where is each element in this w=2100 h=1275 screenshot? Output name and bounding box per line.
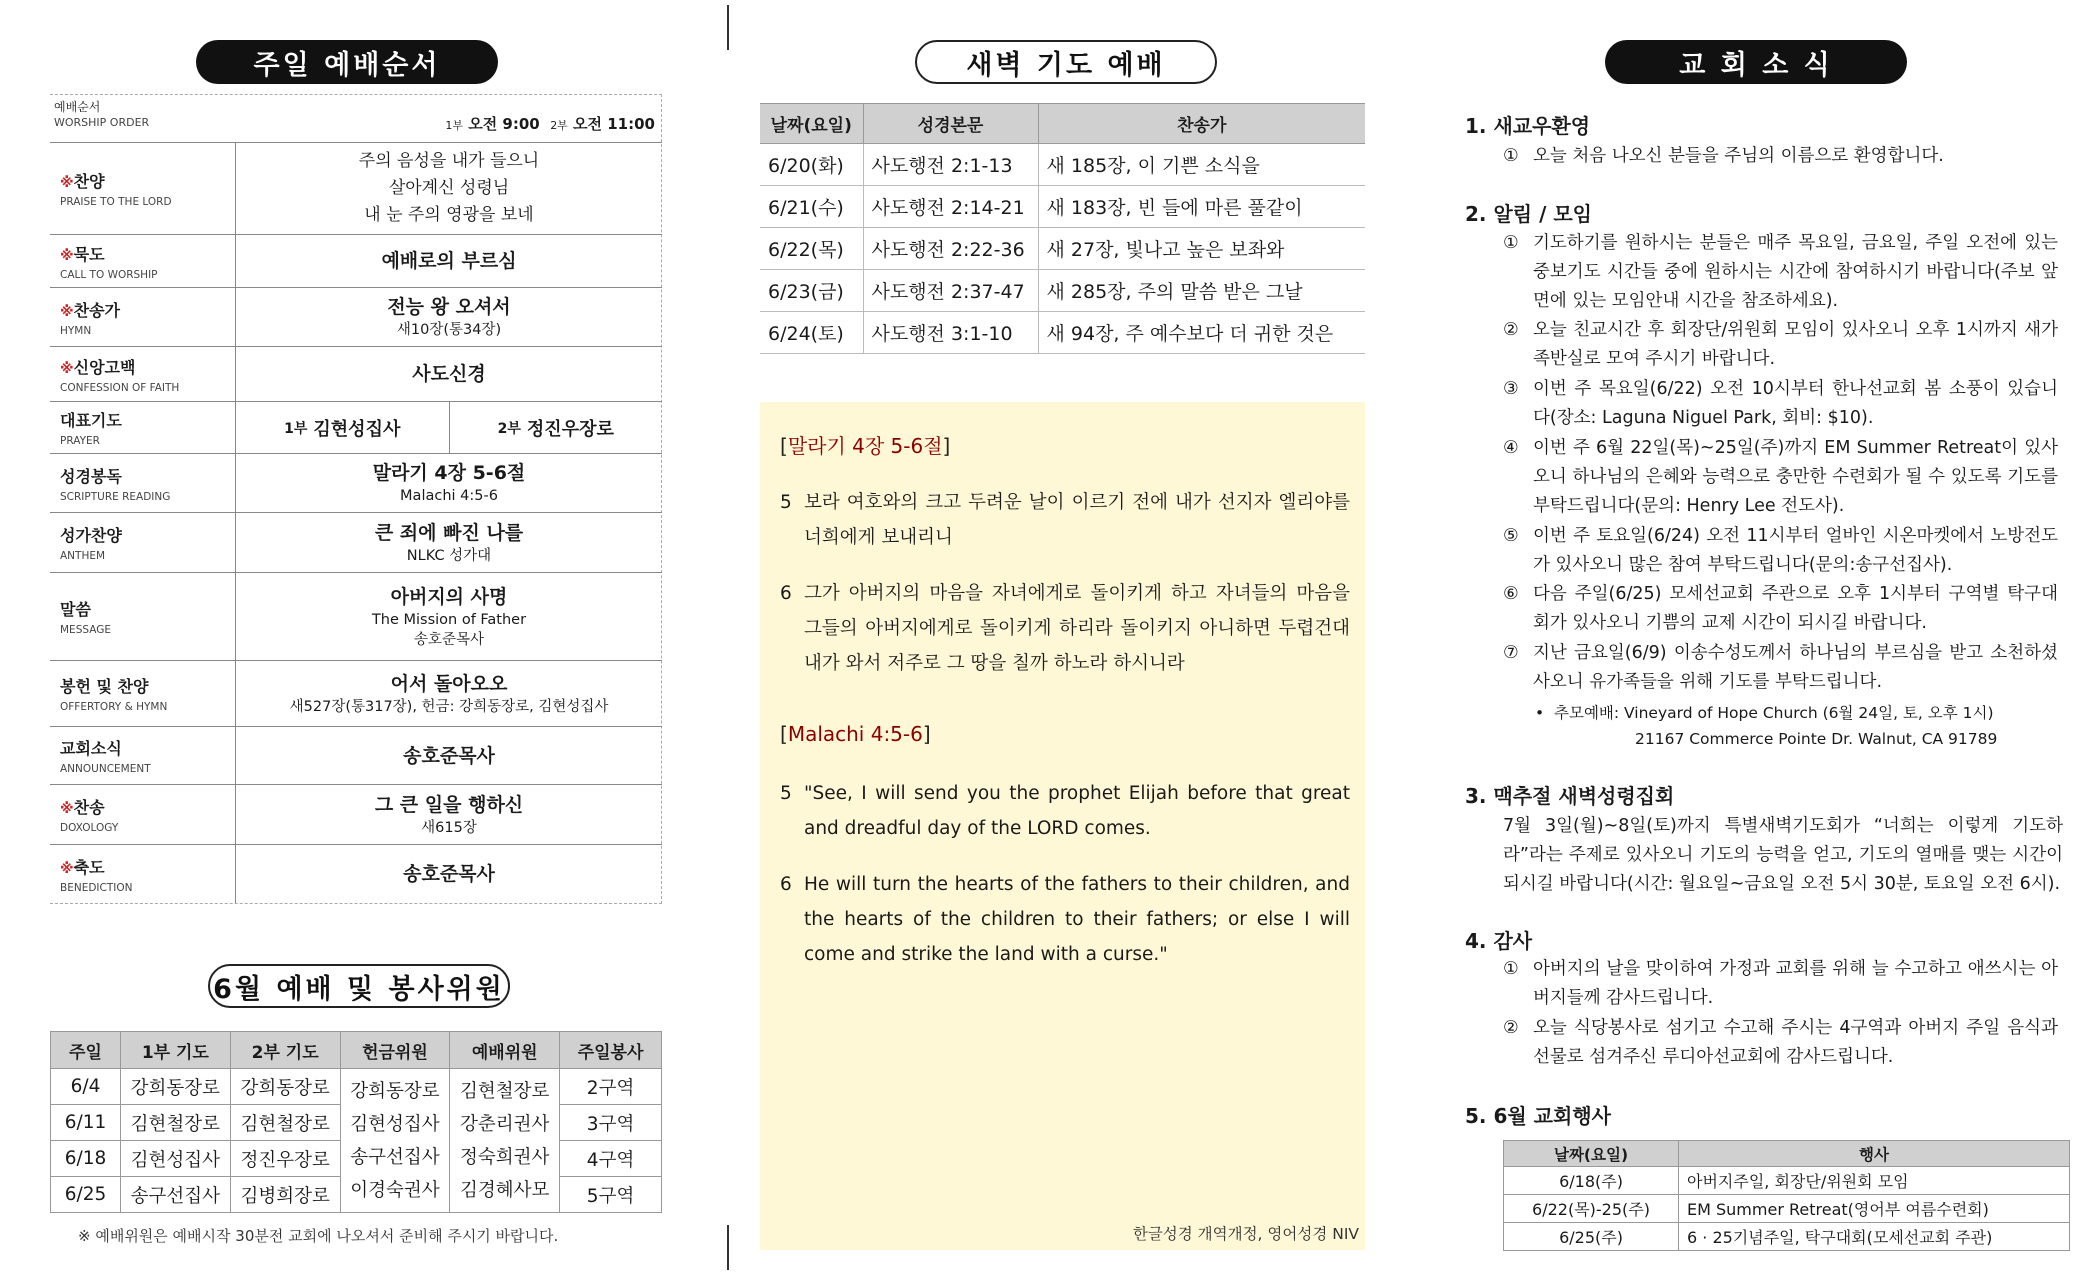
order-row-scripture: 성경봉독 SCRIPTURE READING 말라기 4장 5-6절 Malachi 4:5-6 — [50, 453, 662, 512]
korean-verse-5: 5 보라 여호와의 크고 두려운 날이 이르기 전에 내가 선지자 엘리야를 너희에게 보내리니 — [780, 492, 1350, 548]
praise-lyrics: 주의 음성을 내가 들으니 살아계신 성령님 내 눈 주의 영광을 보네 — [358, 151, 540, 225]
order-row-message: 말씀 MESSAGE 아버지의 사명 The Mission of Father 송호준목사 — [50, 572, 662, 660]
worship-order-box — [50, 94, 662, 904]
korean-verse-6: 6 그가 아버지의 마음을 자녀에게로 돌이키게 하고 자녀들의 마음을 그들의 아버지에게로 돌이키게 하리라 돌이키지 아니하면 두렵건대 내가 와서 저주로 그 땅을 칠까 하노라 하시니라 — [780, 583, 1350, 674]
news-item: ⑤ 이번 주 토요일(6/24) 오전 11시부터 얼바인 시온마켓에서 노방전도가 있사오니 많은 참여 부탁드립니다(문의:송구선집사). — [1503, 526, 2058, 575]
divider-line-bottom — [727, 1225, 729, 1270]
offering-committee-cell: 강희동장로 김현성집사 송구선집사 이경숙권사 — [340, 1069, 450, 1213]
table-row: 6/4 강희동장로 강희동장로 강희동장로 김현성집사 송구선집사 이경숙권사 김현철장로 강춘리권사 정숙희권사 김경혜사모 2구역 — [51, 1069, 662, 1105]
news-item: ① 기도하기를 원하시는 분들은 매주 목요일, 금요일, 주일 오전에 있는 중보기도 시간들 중에 원하시는 시간에 참여하시기 바랍니다(주보 앞면에 있는 모임안내 시간을 참조하세요). — [1503, 233, 2058, 311]
news-item: ④ 이번 주 6월 22일(목)~25일(주)까지 EM Summer Retreat이 있사오니 하나님의 은혜와 능력으로 충만한 수련회가 될 수 있도록 기도를 부탁드립니다(문의: Henry Lee 전도사). — [1503, 438, 2058, 516]
news-heading-revival: 3. 맥추절 새벽성령집회 — [1465, 784, 1675, 808]
order-row-benediction: ※축도 BENEDICTION 송호준목사 — [50, 844, 662, 903]
worship-order-title: 주일 예배순서 — [196, 40, 498, 84]
service-committee-table — [50, 1031, 662, 1213]
table-header: 날짜(요일) 행사 — [1504, 1141, 2070, 1167]
news-item: ① 오늘 처음 나오신 분들을 주님의 이름으로 환영합니다. — [1503, 146, 1944, 166]
table-row: 6/18 김현성집사 정진우장로 4구역 — [51, 1141, 662, 1177]
church-news-column — [1455, 0, 2063, 1275]
order-row-doxology: ※찬송 DOXOLOGY 그 큰 일을 행하신 새615장 — [50, 784, 662, 844]
table-row: 6/24(토) 사도행전 3:1-10 새 94장, 주 예수보다 더 귀한 것은 — [760, 312, 1365, 354]
english-verse-6: 6 He will turn the hearts of the fathers to their children, and the hearts of the children to their fathers; or else I will come and strike the land with a curse." — [780, 874, 1350, 965]
table-header: 주일 1부 기도 2부 기도 헌금위원 예배위원 주일봉사 — [51, 1032, 662, 1069]
news-item: ⑦ 지난 금요일(6/9) 이송수성도께서 하나님의 부르심을 받고 소천하셨사오니 유가족들을 위해 기도를 부탁드립니다. — [1503, 643, 2058, 692]
order-row-prayer: 대표기도 PRAYER 1부 김현성집사 2부 정진우장로 — [50, 401, 662, 453]
order-row-hymn: ※찬송가 HYMN 전능 왕 오셔서 새10장(통34장) — [50, 287, 662, 346]
table-row: 6/25(주) 6 · 25기념주일, 탁구대회(모세선교회 주관) — [1504, 1223, 2070, 1251]
order-row-announcement: 교회소식 ANNOUNCEMENT 송호준목사 — [50, 726, 662, 784]
order-row-anthem: 성가찬양 ANTHEM 큰 죄에 빠진 나를 NLKC 성가대 — [50, 512, 662, 572]
dawn-prayer-title: 새벽 기도 예배 — [915, 40, 1217, 84]
dawn-prayer-column — [760, 0, 1365, 1275]
news-item: ③ 이번 주 목요일(6/22) 오전 10시부터 한나선교회 봄 소풍이 있습니다(장소: Laguna Niguel Park, 회비: $10). — [1503, 379, 2058, 428]
bible-version-note: 한글성경 개역개정, 영어성경 NIV — [1132, 1225, 1359, 1243]
order-row-call-to-worship: ※묵도 CALL TO WORSHIP 예배로의 부르심 — [50, 234, 662, 287]
table-row: 6/20(화) 사도행전 2:1-13 새 185장, 이 기쁜 소식을 — [760, 144, 1365, 186]
table-row: 6/22(목) 사도행전 2:22-36 새 27장, 빛나고 높은 보좌와 — [760, 228, 1365, 270]
table-row: 6/22(목)-25(주) EM Summer Retreat(영어부 여름수련회) — [1504, 1195, 2070, 1223]
news-heading-events: 5. 6월 교회행사 — [1465, 1104, 1611, 1128]
service-times: 1부 오전 9:00 2부 오전 11:00 — [445, 115, 655, 133]
memorial-info: • 추모예배: Vineyard of Hope Church (6월 24일, 토, 오후 1시) 21167 Commerce Pointe Dr. Walnut, CA 91789 — [1535, 704, 1998, 748]
prayer-first-service: 1부 김현성집사 — [236, 402, 450, 453]
table-row: 6/18(주) 아버지주일, 회장단/위원회 모임 — [1504, 1167, 2070, 1195]
news-item: ① 아버지의 날을 맞이하여 가정과 교회를 위해 늘 수고하고 애쓰시는 아버지들께 감사드립니다. — [1503, 959, 2058, 1008]
table-header: 날짜(요일) 성경본문 찬송가 — [760, 104, 1365, 144]
news-heading-thanks: 4. 감사 — [1465, 929, 1533, 953]
worship-committee-cell: 김현철장로 강춘리권사 정숙희권사 김경혜사모 — [450, 1069, 560, 1213]
church-news-title: 교 회 소 식 — [1605, 40, 1907, 84]
korean-scripture-ref: [말라기 4장 5-6절] — [780, 434, 951, 458]
order-row-offertory: 봉헌 및 찬양 OFFERTORY & HYMN 어서 돌아오오 새527장(통317장), 헌금: 강희동장로, 김현성집사 — [50, 660, 662, 726]
service-committee-title: 6월 예배 및 봉사위원 — [208, 964, 510, 1008]
worship-order-heading — [54, 99, 149, 131]
worship-order-column — [50, 0, 665, 1275]
news-item: ② 오늘 식당봉사로 섬기고 수고해 주시는 4구역과 아버지 주일 음식과 선물로 섬겨주신 루디아선교회에 감사드립니다. — [1503, 1018, 2058, 1067]
order-row-confession: ※신앙고백 CONFESSION OF FAITH 사도신경 — [50, 346, 662, 401]
service-note: ※ 예배위원은 예배시작 30분전 교회에 나오셔서 준비해 주시기 바랍니다. — [78, 1227, 559, 1245]
table-row: 6/11 김현철장로 김현철장로 3구역 — [51, 1105, 662, 1141]
table-row: 6/25 송구선집사 김병희장로 5구역 — [51, 1177, 662, 1213]
table-row: 6/21(수) 사도행전 2:14-21 새 183장, 빈 들에 마른 풀같이 — [760, 186, 1365, 228]
table-row: 6/23(금) 사도행전 2:37-47 새 285장, 주의 말씀 받은 그날 — [760, 270, 1365, 312]
dawn-prayer-table — [760, 103, 1365, 354]
prayer-second-service: 2부 정진우장로 — [497, 418, 614, 440]
divider-line-top — [727, 5, 729, 50]
june-events-table — [1503, 1140, 2070, 1251]
worship-order-heading-ko: 예배순서 — [54, 100, 101, 114]
news-heading-announcements: 2. 알림 / 모임 — [1465, 202, 1592, 226]
worship-order-heading-en: WORSHIP ORDER — [54, 116, 150, 129]
news-heading-welcome: 1. 새교우환영 — [1465, 114, 1591, 138]
news-item: ② 오늘 친교시간 후 회장단/위원회 모임이 있사오니 오후 1시까지 새가족반실로 모여 주시기 바랍니다. — [1503, 320, 2058, 369]
english-scripture-ref: [Malachi 4:5-6] — [780, 722, 931, 746]
scripture-box — [760, 402, 1365, 1250]
english-verse-5: 5 "See, I will send you the prophet Elijah before that great and dreadful day of the LORD comes. — [780, 783, 1350, 839]
revival-paragraph: 7월 3일(월)~8일(토)까지 특별새벽기도회가 “너희는 이렇게 기도하라”라는 주제로 있사오니 기도의 능력을 얻고, 기도의 열매를 맺는 시간이 되시길 바랍니다(시간: 월요일~금요일 오전 5시 30분, 토요일 오전 6시). — [1503, 816, 2063, 894]
news-item: ⑥ 다음 주일(6/25) 모세선교회 주관으로 오후 1시부터 구역별 탁구대회가 있사오니 기쁨의 교제 시간이 되시길 바랍니다. — [1503, 584, 2058, 633]
order-row-praise: ※찬양 PRAISE TO THE LORD 주의 음성을 내가 들으니 살아계신 성령님 내 눈 주의 영광을 보네 — [50, 142, 662, 234]
